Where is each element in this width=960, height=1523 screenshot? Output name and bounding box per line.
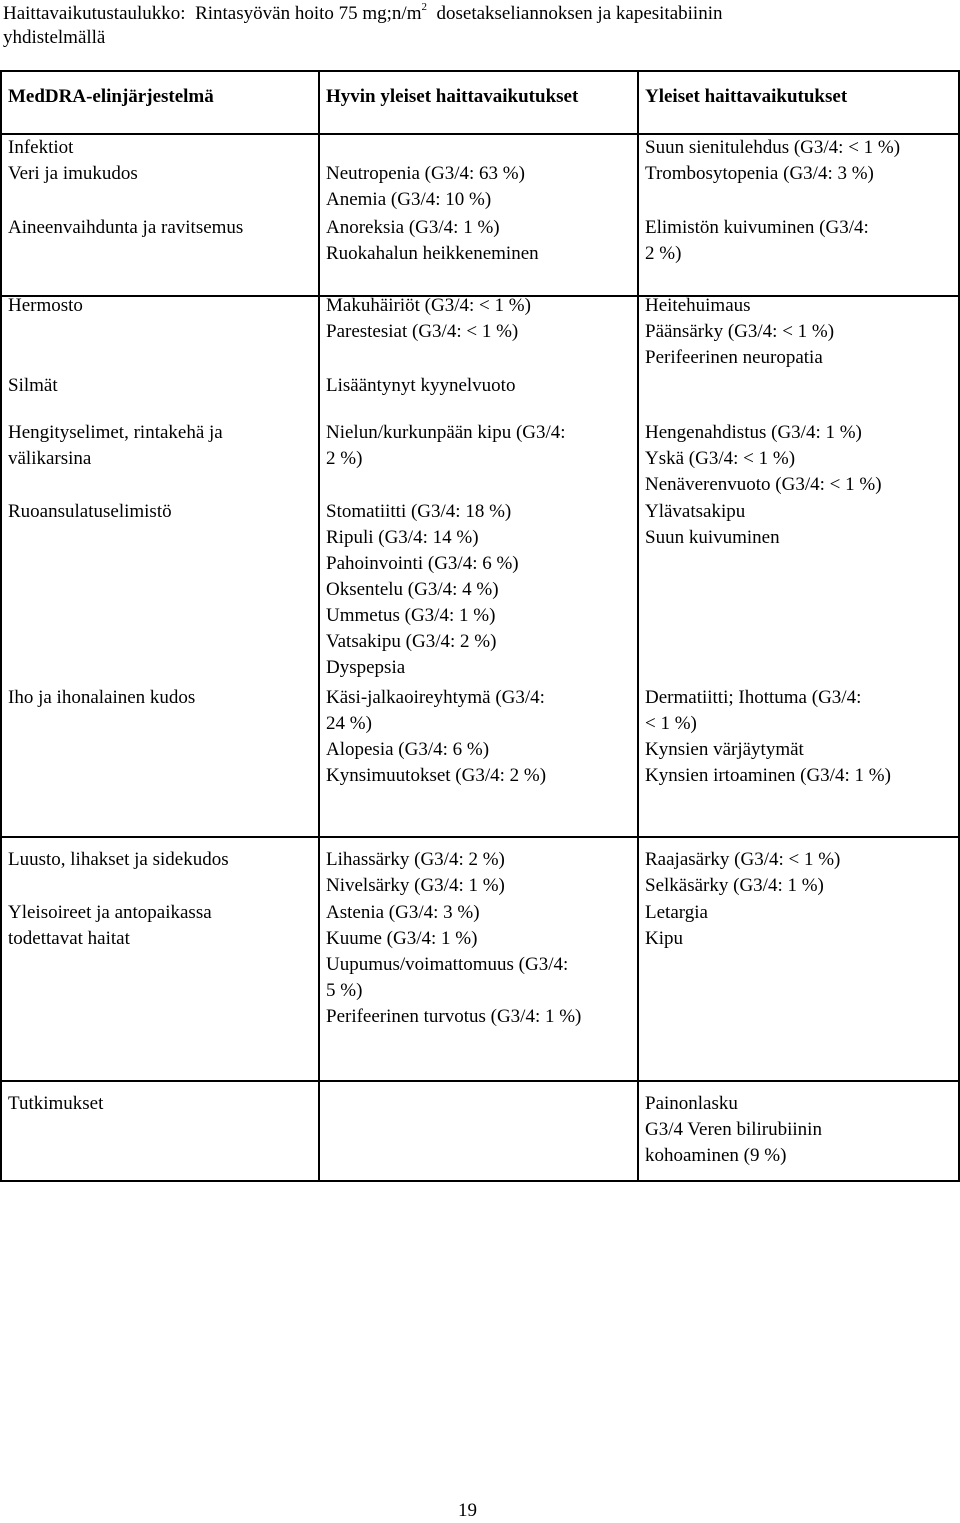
organ-class-cell — [8, 499, 172, 525]
organ-class-cell — [8, 161, 138, 187]
section-divider — [0, 1080, 960, 1082]
cell-line: Parestesiat (G3/4: < 1 %) — [326, 321, 519, 342]
organ-class-cell — [8, 215, 243, 241]
header-organ-class: MedDRA-elinjärjestelmä — [8, 86, 214, 107]
organ-class-cell — [8, 373, 58, 399]
cell-line: Dermatiitti; Ihottuma (G3/4: — [645, 687, 862, 708]
cell-line: Anoreksia (G3/4: 1 %) — [326, 217, 500, 238]
very-common-cell — [326, 161, 525, 213]
cell-line: Trombosytopenia (G3/4: 3 %) — [645, 163, 874, 184]
cell-line: Päänsärky (G3/4: < 1 %) — [645, 321, 835, 342]
cell-line: Anemia (G3/4: 10 %) — [326, 189, 492, 210]
header-very-common: Hyvin yleiset haittavaikutukset — [326, 86, 579, 107]
common-cell — [645, 499, 780, 551]
cell-line: Pahoinvointi (G3/4: 6 %) — [326, 553, 519, 574]
cell-line: Iho ja ihonalainen kudos — [8, 687, 196, 708]
cell-line: Kuume (G3/4: 1 %) — [326, 928, 478, 949]
common-cell — [645, 847, 840, 899]
very-common-cell — [326, 685, 546, 789]
cell-line: Lisääntynyt kyynelvuoto — [326, 375, 516, 396]
very-common-cell — [326, 420, 566, 472]
cell-line: Suun sienitulehdus (G3/4: < 1 %) — [645, 137, 901, 158]
organ-class-cell — [8, 420, 223, 472]
caption-superscript: 2 — [421, 1, 427, 13]
cell-line: Neutropenia (G3/4: 63 %) — [326, 163, 525, 184]
cell-line: Ylävatsakipu — [645, 501, 746, 522]
cell-line: Alopesia (G3/4: 6 %) — [326, 739, 490, 760]
cell-line: Aineenvaihdunta ja ravitsemus — [8, 217, 244, 238]
cell-line: Perifeerinen turvotus (G3/4: 1 %) — [326, 1006, 582, 1027]
common-cell — [645, 293, 834, 371]
common-cell — [645, 135, 900, 161]
organ-class-cell — [8, 685, 195, 711]
common-cell — [645, 685, 891, 789]
cell-line: todettavat haitat — [8, 928, 130, 949]
table-column-border — [318, 70, 320, 1182]
cell-line: Stomatiitti (G3/4: 18 %) — [326, 501, 512, 522]
common-cell — [645, 1091, 822, 1169]
cell-line: Heitehuimaus — [645, 295, 751, 316]
cell-line: Vatsakipu (G3/4: 2 %) — [326, 631, 497, 652]
cell-line: Käsi-jalkaoireyhtymä (G3/4: — [326, 687, 545, 708]
cell-line: 24 %) — [326, 713, 372, 734]
common-cell — [645, 900, 708, 952]
cell-line: Nielun/kurkunpään kipu (G3/4: — [326, 422, 566, 443]
table-column-border — [0, 70, 2, 1182]
cell-line: Yleisoireet ja antopaikassa — [8, 902, 212, 923]
cell-line: Nivelsärky (G3/4: 1 %) — [326, 875, 505, 896]
cell-line: Yskä (G3/4: < 1 %) — [645, 448, 796, 469]
cell-line: Kynsien irtoaminen (G3/4: 1 %) — [645, 765, 891, 786]
very-common-cell — [326, 900, 581, 1030]
cell-line: Dyspepsia — [326, 657, 406, 678]
organ-class-cell — [8, 293, 83, 319]
cell-line: Uupumus/voimattomuus (G3/4: — [326, 954, 569, 975]
cell-line: Ripuli (G3/4: 14 %) — [326, 527, 479, 548]
organ-class-cell — [8, 900, 212, 952]
organ-class-cell — [8, 135, 73, 161]
cell-line: Ruokahalun heikkeneminen — [326, 243, 539, 264]
cell-line: Perifeerinen neuropatia — [645, 347, 823, 368]
cell-line: Kynsien värjäytymät — [645, 739, 804, 760]
very-common-cell — [326, 293, 531, 345]
cell-line: Suun kuivuminen — [645, 527, 780, 548]
section-divider — [0, 836, 960, 838]
caption-text-continued: dosetakseliannoksen ja kapesitabiinin — [427, 3, 723, 24]
cell-line: Astenia (G3/4: 3 %) — [326, 902, 480, 923]
page-number: 19 — [458, 1500, 477, 1521]
cell-line: Ruoansulatuselimistö — [8, 501, 172, 522]
cell-line: 5 %) — [326, 980, 363, 1001]
cell-line: kohoaminen (9 %) — [645, 1145, 787, 1166]
cell-line: Raajasärky (G3/4: < 1 %) — [645, 849, 841, 870]
common-cell — [645, 420, 882, 498]
cell-line: Hengenahdistus (G3/4: 1 %) — [645, 422, 862, 443]
cell-line: Makuhäiriöt (G3/4: < 1 %) — [326, 295, 531, 316]
organ-class-cell — [8, 847, 229, 873]
cell-line: Letargia — [645, 902, 708, 923]
cell-line: Painonlasku — [645, 1093, 738, 1114]
cell-line: < 1 %) — [645, 713, 697, 734]
cell-line: Selkäsärky (G3/4: 1 %) — [645, 875, 824, 896]
cell-line: G3/4 Veren bilirubiinin — [645, 1119, 822, 1140]
cell-line: Silmät — [8, 375, 58, 396]
cell-line: 2 %) — [326, 448, 363, 469]
cell-line: Lihassärky (G3/4: 2 %) — [326, 849, 505, 870]
cell-line: Kynsimuutokset (G3/4: 2 %) — [326, 765, 547, 786]
caption-text: Haittavaikutustaulukko: Rintasyövän hoito 75 mg;n/m — [3, 3, 422, 24]
very-common-cell — [326, 215, 539, 267]
cell-line: Oksentelu (G3/4: 4 %) — [326, 579, 499, 600]
very-common-cell — [326, 499, 519, 681]
table-bottom-border — [0, 1180, 960, 1182]
cell-line: Hengityselimet, rintakehä ja — [8, 422, 223, 443]
organ-class-cell — [8, 1091, 103, 1117]
cell-line: Kipu — [645, 928, 683, 949]
very-common-cell — [326, 373, 515, 399]
cell-line: Hermosto — [8, 295, 83, 316]
caption-line-2: yhdistelmällä — [3, 27, 106, 48]
table-column-border — [637, 70, 639, 1182]
cell-line: Tutkimukset — [8, 1093, 104, 1114]
cell-line: Luusto, lihakset ja sidekudos — [8, 849, 229, 870]
cell-line: välikarsina — [8, 448, 92, 469]
table-top-border — [0, 70, 960, 72]
cell-line: 2 %) — [645, 243, 682, 264]
cell-line: Nenäverenvuoto (G3/4: < 1 %) — [645, 474, 882, 495]
common-cell — [645, 215, 869, 267]
very-common-cell — [326, 847, 505, 899]
common-cell — [645, 161, 874, 187]
cell-line: Elimistön kuivuminen (G3/4: — [645, 217, 869, 238]
cell-line: Ummetus (G3/4: 1 %) — [326, 605, 496, 626]
header-common: Yleiset haittavaikutukset — [645, 86, 848, 107]
cell-line: Veri ja imukudos — [8, 163, 138, 184]
cell-line: Infektiot — [8, 137, 74, 158]
